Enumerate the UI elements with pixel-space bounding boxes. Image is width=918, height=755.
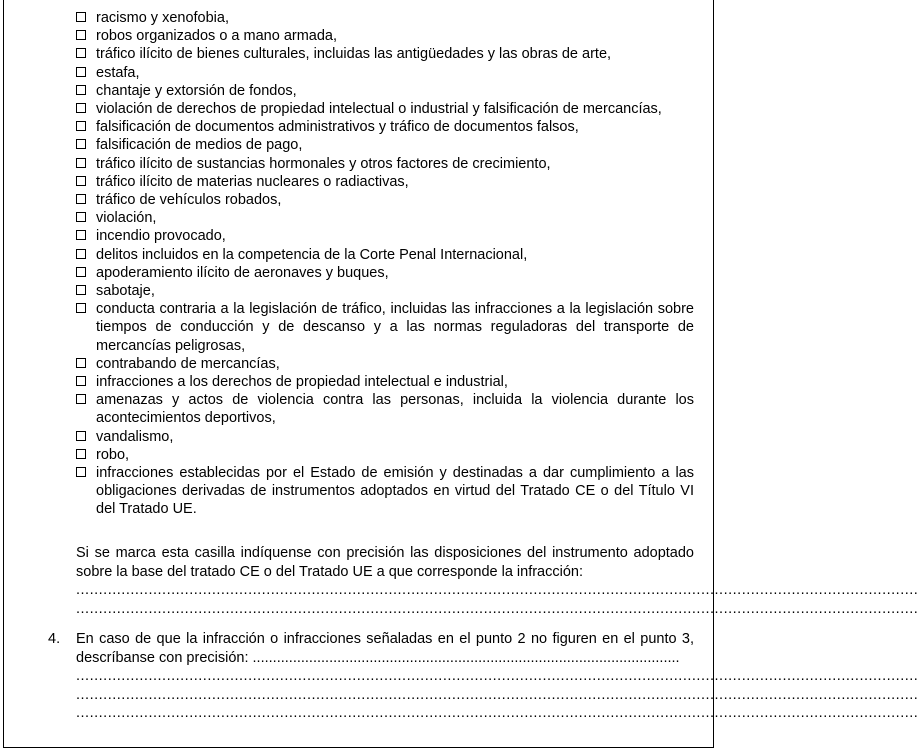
checkbox[interactable] — [76, 67, 86, 77]
checklist-item — [76, 446, 694, 464]
checklist-item-label: apoderamiento ilícito de aeronaves y buques, — [96, 264, 389, 281]
checklist-item-label: robo, — [96, 446, 130, 463]
checkbox[interactable] — [76, 303, 86, 313]
checklist-item — [76, 173, 694, 191]
checkbox[interactable] — [76, 121, 86, 131]
checkbox[interactable] — [76, 12, 86, 22]
instrument-answer-line-2[interactable]: .......................................................................................................................................................................................... — [76, 600, 918, 617]
checklist-item — [76, 45, 694, 63]
checklist-item — [76, 209, 694, 227]
question-4-answer-line-1[interactable]: .......................................................................................................................................................................................... — [76, 668, 918, 684]
question-4-text: En caso de que la infracción o infracciones señaladas en el punto 2 no figuren en el punto 3, descríbanse con precisión: — [76, 631, 694, 666]
checklist-item — [76, 246, 694, 264]
checklist-item-label: violación, — [96, 210, 157, 227]
checklist-item-label: chantaje y extorsión de fondos, — [96, 82, 297, 99]
question-4-text-wrap — [76, 630, 694, 667]
checkbox[interactable] — [76, 394, 86, 404]
checklist-item-label: vandalismo, — [96, 428, 174, 445]
checklist-item — [76, 391, 694, 427]
checkbox[interactable] — [76, 249, 86, 259]
checklist-item-label: infracciones a los derechos de propiedad intelectual e industrial, — [96, 374, 508, 391]
checkbox[interactable] — [76, 212, 86, 222]
checkbox[interactable] — [76, 431, 86, 441]
checklist-item — [76, 300, 694, 355]
checklist-item — [76, 100, 694, 118]
checkbox[interactable] — [76, 30, 86, 40]
checklist-item-label: tráfico ilícito de sustancias hormonales y otros factores de crecimiento, — [96, 155, 551, 172]
checklist-item — [76, 428, 694, 446]
checklist-item — [76, 118, 694, 136]
question-4-answer-line-2[interactable]: .......................................................................................................................................................................................... — [76, 686, 918, 703]
question-4-number: 4. — [48, 631, 61, 647]
checklist-item-label: violación de derechos de propiedad intelectual o industrial y falsificación de mercancías, — [96, 101, 662, 118]
checklist-item — [76, 373, 694, 391]
question-4-answer-line-3[interactable]: .......................................................................................................................................................................................... — [76, 705, 918, 721]
checkbox[interactable] — [76, 48, 86, 58]
checklist-item-label: delitos incluidos en la competencia de la Corte Penal Internacional, — [96, 246, 528, 263]
instrument-note — [76, 544, 918, 618]
checkbox[interactable] — [76, 267, 86, 277]
offense-checklist — [76, 9, 694, 519]
checklist-item-label: tráfico de vehículos robados, — [96, 192, 282, 209]
checkbox[interactable] — [76, 230, 86, 240]
checkbox[interactable] — [76, 158, 86, 168]
checklist-item — [76, 264, 694, 282]
checkbox[interactable] — [76, 194, 86, 204]
checklist-item-label: contrabando de mercancías, — [96, 355, 280, 372]
checklist-item-label: robos organizados o a mano armada, — [96, 28, 338, 45]
checklist-item — [76, 155, 694, 173]
checkbox[interactable] — [76, 176, 86, 186]
checkbox[interactable] — [76, 285, 86, 295]
checklist-item-label: falsificación de documentos administrativos y tráfico de documentos falsos, — [96, 119, 579, 136]
checkbox[interactable] — [76, 376, 86, 386]
checkbox[interactable] — [76, 103, 86, 113]
checklist-item — [76, 9, 694, 27]
checklist-item-label: sabotaje, — [96, 283, 155, 300]
checklist-item-label: falsificación de medios de pago, — [96, 137, 303, 154]
checklist-item-label: infracciones establecidas por el Estado de emisión y destinadas a dar cumplimiento a las obligaciones derivadas de instrumentos adoptados en virtud del Tratado CE o del Título VI del Tratado UE. — [96, 465, 694, 518]
checklist-item — [76, 136, 694, 154]
checklist-item — [76, 282, 694, 300]
checklist-item-label: tráfico ilícito de materias nucleares o radiactivas, — [96, 173, 409, 190]
checklist-item — [76, 82, 694, 100]
checklist-item-label: racismo y xenofobia, — [96, 10, 229, 26]
checklist-item — [76, 464, 694, 519]
instrument-answer-line-1[interactable]: .......................................................................................................................................................................................... — [76, 582, 918, 598]
checklist-item-label: tráfico ilícito de bienes culturales, incluidas las antigüedades y las obras de arte, — [96, 46, 612, 63]
checkbox[interactable] — [76, 449, 86, 459]
checklist-item — [76, 27, 694, 45]
checklist-item — [76, 227, 694, 245]
checklist-item-label: estafa, — [96, 64, 140, 81]
question-4-answer-inline[interactable]: .......................................................................................................... — [252, 649, 680, 666]
checklist-item-label: incendio provocado, — [96, 228, 226, 245]
checklist-item — [76, 355, 694, 373]
checklist-item-label: amenazas y actos de violencia contra las personas, incluida la violencia durante los acontecimientos deportivos, — [96, 392, 694, 427]
checkbox[interactable] — [76, 358, 86, 368]
checklist-item-label: conducta contraria a la legislación de tráfico, incluidas las infracciones a la legislación sobre tiempos de conducción y de descanso y a las normas reguladoras del transporte de mercancías peligrosas, — [96, 301, 694, 354]
checklist-item — [76, 191, 694, 209]
checkbox[interactable] — [76, 467, 86, 477]
checklist-item — [76, 64, 694, 82]
checkbox[interactable] — [76, 139, 86, 149]
checkbox[interactable] — [76, 85, 86, 95]
question-4 — [48, 630, 918, 723]
instrument-note-text: Si se marca esta casilla indíquense con precisión las disposiciones del instrumento adoptado sobre la base del tratado CE o del Tratado UE a que corresponde la infracción: — [76, 545, 694, 580]
